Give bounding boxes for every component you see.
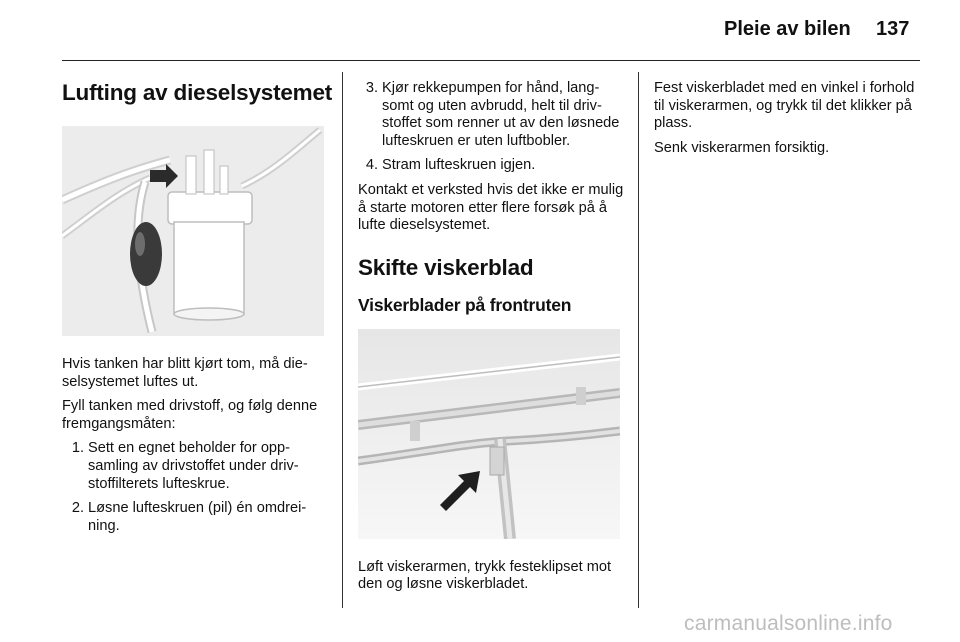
step-text: Kjør rekkepumpen for hånd, langsomt og uten avbrudd, helt til drivstoffet som renner ut av den løsnede lufteskruen er uten luftbobler. xyxy=(382,80,620,149)
list-item xyxy=(64,500,328,535)
header-title: Pleie av bilen xyxy=(724,18,851,40)
step-number: 1. xyxy=(71,440,84,457)
column-divider-1 xyxy=(342,72,343,608)
wiper-blade-illustration xyxy=(358,329,620,539)
step-number: 3. xyxy=(365,80,378,96)
paragraph: Fest viskerbladet med en vinkel i forhold til viskerarmen, og trykk til det klikker på plass. xyxy=(654,80,915,132)
step-text: Stram lufteskruen igjen. xyxy=(382,157,536,174)
paragraph: Fyll tanken med drivstoff, og følg denne fremgangsmåten: xyxy=(62,398,318,432)
step-number: 4. xyxy=(365,157,378,174)
paragraph: Kontakt et verksted hvis det ikke er mulig å starte motoren etter flere forsøk på å lufte dieselsystemet. xyxy=(358,181,624,234)
figure-caption: Løft viskerarmen, trykk festeklipset mot den og løsne viskerbladet. xyxy=(358,558,612,593)
list-item xyxy=(358,80,624,150)
column-3 xyxy=(654,80,920,164)
paragraph: Senk viskerarmen forsiktig. xyxy=(654,139,830,156)
paragraph: Hvis tanken har blitt kjørt tom, må dieselsystemet luftes ut. xyxy=(62,356,308,390)
section-title-diesel: Lufting av dieselsystemet xyxy=(62,80,333,105)
step-number: 2. xyxy=(71,500,84,517)
list-item xyxy=(64,440,328,493)
header-rule xyxy=(62,60,920,61)
steps-list xyxy=(358,80,624,175)
step-text: Sett en egnet beholder for oppsamling av drivstoffet under drivstoffilterets lufteskrue. xyxy=(88,440,299,492)
step-text: Løsne lufteskruen (pil) én omdreining. xyxy=(88,500,307,534)
column-divider-2 xyxy=(638,72,639,608)
column-2 xyxy=(358,80,624,601)
steps-list xyxy=(62,440,328,535)
watermark: carmanualsonline.info xyxy=(684,612,893,635)
page-number: 137 xyxy=(876,18,910,40)
sub-title-windshield-wipers: Viskerblader på frontruten xyxy=(358,294,572,315)
list-item xyxy=(358,157,624,175)
fuel-filter-illustration xyxy=(62,126,324,336)
section-title-wiper: Skifte viskerblad xyxy=(358,254,534,280)
column-1 xyxy=(62,80,333,542)
